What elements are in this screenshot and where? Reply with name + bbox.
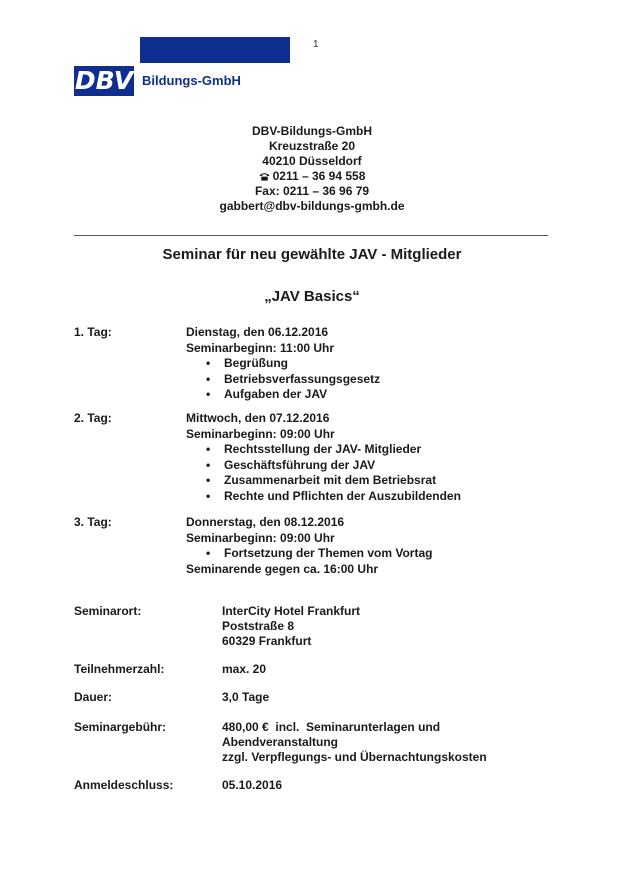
- list-item: • Fortsetzung der Themen vom Vortag: [186, 546, 432, 562]
- day-1-block: [186, 325, 380, 403]
- fee-value: [222, 720, 487, 765]
- day-2-start: Seminarbeginn: 09:00 Uhr: [186, 426, 335, 441]
- address-phone: 0211 – 36 94 558: [272, 169, 366, 183]
- day-1-label: 1. Tag:: [74, 325, 112, 339]
- day-3-label: 3. Tag:: [74, 515, 112, 529]
- logo-company-name: Bildungs-GmbH: [142, 73, 241, 88]
- duration-value: 3,0 Tage: [222, 690, 270, 704]
- address-email[interactable]: gabbert@dbv-bildungs-gmbh.de: [219, 199, 405, 213]
- day-3-date: Donnerstag, den 08.12.2016: [186, 515, 345, 529]
- fee-line: zzgl. Verpflegungs- und Übernachtungskosten: [222, 750, 487, 764]
- location-label: Seminarort:: [74, 604, 142, 618]
- location-line: 60329 Frankfurt: [222, 634, 312, 648]
- address-city: 40210 Düsseldorf: [262, 154, 362, 168]
- horizontal-divider: [74, 235, 548, 236]
- list-item: • Zusammenarbeit mit dem Betriebsrat: [186, 473, 461, 489]
- page-title: Seminar für neu gewählte JAV - Mitglieder: [162, 246, 462, 263]
- day-3-end: Seminarende gegen ca. 16:00 Uhr: [186, 561, 379, 576]
- participants-value: max. 20: [222, 662, 267, 676]
- address-block: [0, 124, 624, 214]
- list-item: • Rechtsstellung der JAV- Mitglieder: [186, 442, 461, 458]
- day-2-topics: [186, 442, 461, 504]
- address-company: DBV-Bildungs-GmbH: [252, 124, 372, 138]
- address-street: Kreuzstraße 20: [268, 139, 356, 153]
- list-item: • Betriebsverfassungsgesetz: [186, 372, 380, 388]
- day-2-block: [186, 411, 461, 504]
- fee-line: Abendveranstaltung: [222, 735, 339, 749]
- telephone-icon: [259, 172, 270, 181]
- day-3-start: Seminarbeginn: 09:00 Uhr: [186, 530, 335, 545]
- duration-label: Dauer:: [74, 690, 113, 704]
- day-1-topics: [186, 356, 380, 403]
- page-mark: 1: [313, 39, 319, 50]
- address-phone-line: [0, 169, 624, 184]
- list-item: • Begrüßung: [186, 356, 380, 372]
- day-1-start: Seminarbeginn: 11:00 Uhr: [186, 340, 335, 355]
- day-2-date: Mittwoch, den 07.12.2016: [186, 411, 330, 425]
- day-3-topics: [186, 546, 432, 562]
- deadline-value: 05.10.2016: [222, 778, 283, 792]
- fee-line: 480,00 € incl. Seminarunterlagen und: [222, 720, 441, 734]
- address-fax: Fax: 0211 – 36 96 79: [254, 184, 370, 198]
- participants-label: Teilnehmerzahl:: [74, 662, 165, 676]
- fee-label: Seminargebühr:: [74, 720, 167, 734]
- logo-bar: [140, 37, 290, 63]
- list-item: • Aufgaben der JAV: [186, 387, 380, 403]
- day-2-label: 2. Tag:: [74, 411, 112, 425]
- location-line: Poststraße 8: [222, 619, 295, 633]
- logo-abbreviation: DBV: [74, 66, 134, 95]
- day-3-block: [186, 515, 432, 577]
- location-line: InterCity Hotel Frankfurt: [222, 604, 361, 618]
- day-1-date: Dienstag, den 06.12.2016: [186, 325, 329, 339]
- deadline-label: Anmeldeschluss:: [74, 778, 174, 792]
- page-subtitle: „JAV Basics“: [264, 288, 360, 305]
- list-item: • Geschäftsführung der JAV: [186, 458, 461, 474]
- list-item: • Rechte und Pflichten der Auszubildenden: [186, 489, 461, 505]
- location-value: [222, 604, 360, 649]
